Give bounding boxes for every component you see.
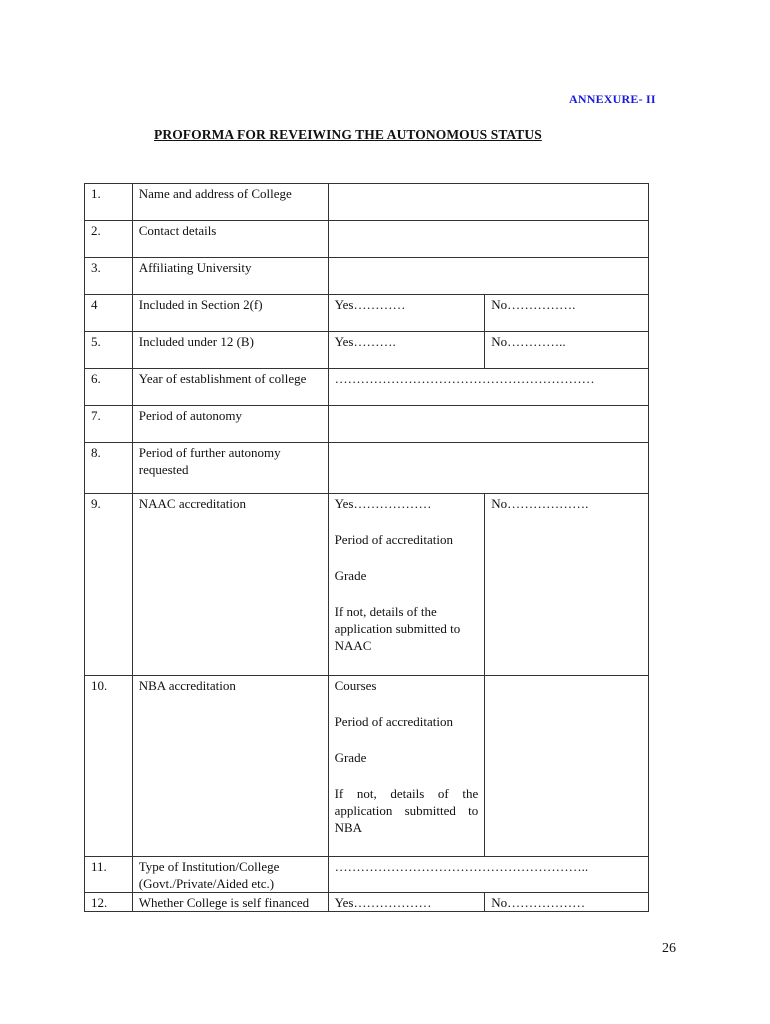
table-row [85,443,649,494]
row-label: Included in Section 2(f) [132,295,328,332]
row-label: Included under 12 (B) [132,332,328,369]
row-label: NBA accreditation [132,676,328,857]
nba-period-label: Period of accreditation [334,714,453,729]
page-title: PROFORMA FOR REVEIWING THE AUTONOMOUS STATUS [154,127,542,142]
proforma-table [84,183,649,912]
row-label: NAAC accreditation [132,494,328,676]
row-label: Year of establishment of college [132,369,328,406]
row-label: Period of autonomy [132,406,328,443]
self-financed-no-option[interactable]: No……………… [485,893,649,912]
college-name-address-field[interactable] [328,184,648,221]
nba-empty-cell[interactable] [485,676,649,857]
row-number: 6. [85,369,133,406]
section-12b-no-option[interactable]: No………….. [485,332,649,369]
naac-no-option[interactable]: No………………. [485,494,649,676]
further-autonomy-field[interactable] [328,443,648,494]
section-12b-yes-option[interactable]: Yes………. [328,332,485,369]
affiliating-university-field[interactable] [328,258,648,295]
row-number: 7. [85,406,133,443]
table-row [85,676,649,857]
naac-ifnot-label: If not, details of the application submitted to NAAC [334,604,461,653]
row-number: 10. [85,676,133,857]
table-row [85,406,649,443]
section-2f-no-option[interactable]: No……………. [485,295,649,332]
table-row [85,369,649,406]
row-number: 2. [85,221,133,258]
table-row [85,494,649,676]
row-number: 11. [85,857,133,893]
table-row [85,221,649,258]
contact-details-field[interactable] [328,221,648,258]
table-row [85,295,649,332]
row-label: Period of further autonomy requested [132,443,328,494]
table-row [85,332,649,369]
naac-period-label: Period of accreditation [334,532,453,547]
row-label: Name and address of College [132,184,328,221]
row-number: 1. [85,184,133,221]
row-number: 3. [85,258,133,295]
row-number: 9. [85,494,133,676]
row-number: 12. [85,893,133,912]
nba-ifnot-label: If not, details of the application submitted to NBA [334,786,479,835]
establishment-year-field[interactable]: …………………………………………………… [328,369,648,406]
autonomy-period-field[interactable] [328,406,648,443]
row-label: Whether College is self financed [132,893,328,912]
table-row [85,893,649,912]
nba-grade-label: Grade [334,750,367,765]
institution-type-field[interactable]: ………………………………………………….. [328,857,648,893]
nba-details-cell[interactable] [328,676,485,857]
row-number: 8. [85,443,133,494]
table-row [85,184,649,221]
row-number: 5. [85,332,133,369]
naac-details-cell[interactable] [328,494,485,676]
page-number: 26 [662,941,676,956]
section-2f-yes-option[interactable]: Yes………… [328,295,485,332]
table-row [85,857,649,893]
row-number: 4 [85,295,133,332]
row-label: Type of Institution/College (Govt./Private/Aided etc.) [132,857,328,893]
self-financed-yes-option[interactable]: Yes……………… [328,893,485,912]
naac-grade-label: Grade [334,568,367,583]
naac-yes-option[interactable]: Yes……………… [334,496,432,511]
annexure-label: ANNEXURE- II [569,92,656,106]
row-label: Contact details [132,221,328,258]
nba-courses-label: Courses [334,678,377,693]
row-label: Affiliating University [132,258,328,295]
table-row [85,258,649,295]
